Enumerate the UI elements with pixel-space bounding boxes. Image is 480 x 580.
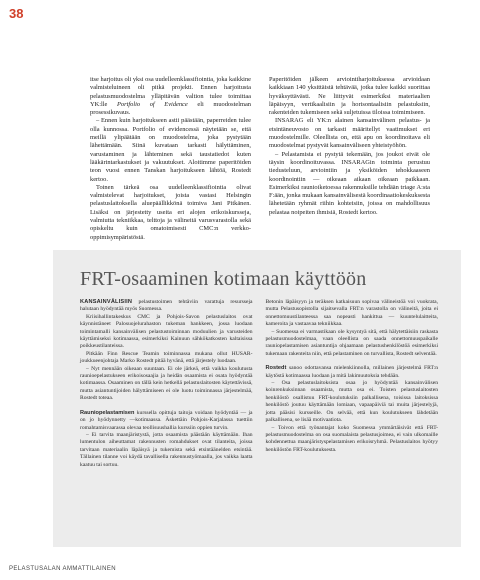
- article-column-2: [269, 76, 430, 242]
- paragraph: – Ennen kuin harjoitukseen astii päästään, paperreiden tulee olla kunnossa. Portfolio of evidencessä näytetään se, että meillä ylipäätään on muodostelma, joka pystytään lähettämään. Siinä kuvataan tarkasti hälyttäminen, varustaminen ja lähteminen sekä taustatiedot kuten lääkärintarkastukset ja vakuutukset. Aloitimme paperitöiden teon vuosi ennen Tanskan harjoitukseen lähtöä, Rostedt kertoo.: [90, 117, 251, 183]
- paragraph: – Ei tarvita maanjäristystä, jotta osaamista päästään käyttämään. Ihan lumentulon aiheuttamat rakennusten romahdukset ovat tilanteita, joissa tarvitaan materiaalin läpäisyä ja tukemista sekä etsintäänelden etsintää. Tällainen tilanne voi käydä tavallisella rakennustyömaalla, jos vaikka laatta kaatuu tai sortuu.: [80, 431, 253, 468]
- sidebar-column-1: [80, 299, 253, 469]
- paragraph: [80, 299, 253, 314]
- italic-text: Portfolio of Evidence: [117, 100, 188, 108]
- paragraph: – Suomessa ei varmastikaan ole kysyntyä sitä, että hälytettäisiin raskasta pelastusmuodostelmaa, vaan oleellista on saada onnettomuuspaikalle rauniopelastamisen asiantuntija ohjaamaan pelastushenkilöstöä esimerkiksi tukemaan rakenteita niin, että pelastaminen on turvallista, Rostedt selventää.: [265, 328, 438, 357]
- sidebar-body: [80, 299, 438, 469]
- run-in-heading: Rauniopelastamisen: [80, 409, 135, 416]
- text: itse harjoitus oli yksi osa uudelleenklassifiointia, joka kaikkine valmisteluineen oli pitkä projekti. Ennen harjoitusta pelastusmuodostelma ylläpitävän valtion tulee toimittaa YK:lle: [90, 76, 251, 108]
- lead-in: KANSAINVÄLISIIN: [80, 299, 133, 305]
- run-in-heading: Rostedt: [265, 365, 287, 372]
- sidebar-headline: FRT-osaaminen kotimaan käyttöön: [80, 268, 367, 290]
- paragraph: Kriisihallintakeskus CMC ja Pohjois-Savon pelastuslaitos ovat käynnistäneet Palosuojelurahaston tukeman hankkeen, jossa luodaan toimintamalli kansainvälisen pelastustoiminnan moduulien ja varusteiden käyttämiseksi kotimaassa, esimerkiksi Kainuun sähkökatkosten kaltaisissa poikkeustilanteissa.: [80, 313, 253, 350]
- main-article: [90, 76, 430, 242]
- paragraph: Paperitöiden jälkeen arviointiharjoituksessa arvioidaan kaikkiaan 140 yksittäistä tehtävää, jotka tulee kaikki suorittaa hyväksyttävästi. Ne liittyvät esimerkiksi materiaalien läpäisyyn, vertikaalisiin ja horisontaalisiin pelastuksiin, rakenteiden tukemiseen sekä suljetuissa tiloissa toimimiseen.: [269, 76, 430, 117]
- paragraph: Pitkään Finn Rescue Teamin toiminnassa mukana ollut HUSAR-joukkueenjohtaja Marko Rostedt pitää hyvänä, että järjestely luodaan.: [80, 350, 253, 365]
- paragraph: [90, 76, 251, 117]
- paragraph: – Pelastamista ei pystytä tekemään, jos joukot eivät ole täysin koordinoituvassa. INSARAGin toiminta perustuu tiedusteluun, arviointiin ja yksiköiden tehokkaaseen koordinointiin — oikeaan aikaan oikeaan paikkaan. Esimerkiksi raunioiketoessa rakennuksille tehdään triage A:sta F:ään, jonka mukaan kansainvälisestä koordinaatiokeskuksesta lähetetään ryhmät riihin kohteisiin, joissa on mahdollisuus pelastaa noipeiten ihmisiä, Rostedt kertoo.: [269, 150, 430, 216]
- footer-publication-name: PELASTUSALAN AMMATTILAINEN: [9, 566, 116, 572]
- paragraph: INSARAG eli YK:n alainen kansainvälinen pelastus- ja etsintäneuvosto on tarkasti määritellyt vaatimukset eri muodostelmille. Oleellista on, että apu on koordinoitava eli muodostelmat pystyvät kansainväliseen yhteistyöhön.: [269, 117, 430, 150]
- text: pelastustoimen tehtäviin varattuja resursseja halutaan hyödyntää myös Suomessa.: [80, 299, 253, 313]
- paragraph: [80, 410, 253, 432]
- paragraph: – Nyt mennään oikeaan suuntaan. Ei ole järkeä, että vaikka koulutusta raunioepelastukseen erikoisosaajia ja heidän osaamista ei osata hyödyntää kotimaassa. Osaaminen on tällä kein hetkellä pelastuslaitosten käytettävissä, mutta asiantuntijoiden hälyttämiseen ei ole luotu toiminnassa järjestelmää, Rostedt toteaa.: [80, 365, 253, 402]
- article-column-1: [90, 76, 251, 242]
- sidebar-column-2: [266, 299, 439, 469]
- paragraph: [266, 365, 439, 380]
- text: sanoo odottavansa mielenkiinnolla, millainen järjestelmä FRT:n käytöstä kotimaassa luodaan ja mitä lakimuutoksia tehdään.: [265, 365, 438, 379]
- text: eli muodostelman prosessikuvaus.: [90, 100, 251, 117]
- paragraph: – Osa pelastuslaitoksista osaa jo hyödyntää kansainvälisen koinrenkuksinnan osaamista, mutta osa ei. Toisten pelastuslaitosten henkilöstö osallistuu FRT-koulutuksiin palkallisena, toisissa laitoksissa henkilöstö joutuu käyttämään lomiaan, vapaapäiviä tai muita järjestelyjä, jotta pääsisi kursseille. On selvää, että kun koulutukseen lähdetään palkallisena, se lisää motivaatiota.: [265, 380, 438, 424]
- paragraph: Betonin läpäisyyn ja teräksen katkaisuun sopivaa välineistöä voi vuokrata, mutta Pelastusopistolla sijaitsevalla FRT:n varastolla on välineitä, joita ei onnettomuustilanteessa saa nopeasti hankittua — kuuntelulaitteita, kameroita ja vastaavaa tekniikkaa.: [265, 299, 438, 328]
- paragraph: – Toivon että työnantajat koko Suomessa ymmärtäisivät että FRT-pelastusmuodostelma on osa suomalaista pelastusjoimea, ei vain ulkomaille kohdennettua maanjäristyspelastamisen erikoisryhmä. Pelastuslaitos hyötyy henkilöstön FRT-koulutuksesta.: [265, 424, 438, 453]
- page-number: 38: [9, 6, 24, 21]
- text: kurssella opittuja taitoja voidaan hyödyntää — ja on jo hyödynnetty —kotimaassa. Äskettäin Pohjois-Karjalassa tuettiin romahtamisvaarassa olevaa teollisuushallia kurssiin oppien turvin.: [80, 409, 253, 431]
- paragraph: Toinen tärkeä osa uudelleenklassifiointia olivat valmistelevat harjoitukset, joista vastasi Helsingin pelastuslaitoksella aluepäällikkönä toimiva Jani Pitkänen. Lisäksi on järjestetty useita eri alojen erikoiskursseja, valmiutta tekniikkaa, telttoja ja välineitä varusvarastolla sekä opiskeltu kuin omatoimisesti CMC:n verkko-oppimisympäristöstä.: [90, 183, 251, 241]
